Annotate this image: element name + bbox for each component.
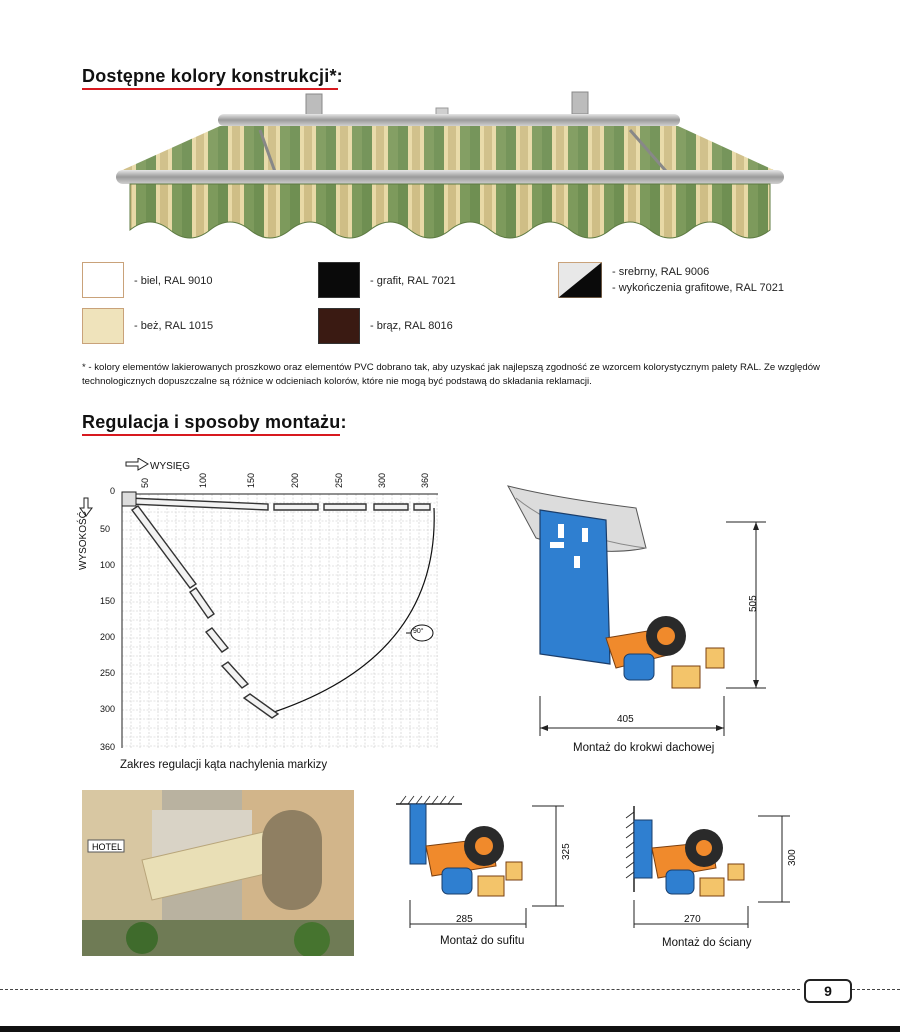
swatch-label-silver: - srebrny, RAL 9006 [612,266,710,278]
swatch-beige [82,308,124,344]
footer-dashed-line [0,989,800,990]
page-number: 9 [804,979,852,1003]
x-tick-label: 200 [290,472,300,488]
wall-mount-drawing [612,802,812,942]
rafter-mount-drawing [496,478,786,738]
y-tick-label: 200 [100,632,116,642]
y-tick-label: 50 [100,524,111,534]
axis-label-height: WYSOKOŚĆ [78,511,89,570]
y-tick-label: 250 [100,668,116,678]
footer-dashed-line-right [852,989,900,990]
rafter-width-dim: 405 [617,714,634,725]
adjustment-diagram [78,458,444,758]
ceiling-caption: Montaż do sufitu [440,935,525,947]
swatch-label-beige: - beż, RAL 1015 [134,320,214,332]
rafter-height-dim: 505 [748,595,759,612]
swatch-graphite [318,262,360,298]
x-tick-label: 50 [140,477,150,488]
swatch-white [82,262,124,298]
hotel-sign: HOTEL [92,842,123,852]
wall-caption: Montaż do ściany [662,937,752,949]
swatch-brown [318,308,360,344]
x-tick-label: 360 [420,472,430,488]
y-tick-label: 100 [100,560,116,570]
swatch-label-graphite: - grafit, RAL 7021 [370,275,456,287]
color-disclaimer: * - kolory elementów lakierowanych proszkowo oraz elementów PVC dobrano tak, aby uzyskać jak najlepszą zgodność ze wzorcem kolorystycznym palety RAL. Ze względów technologicznych dopuszczalne są różnice w odcieniach kolorów, które nie mogą być podstawą do składania reklamacji. [82,362,820,387]
wall-height-dim: 300 [787,849,798,866]
diagram-caption: Zakres regulacji kąta nachylenia markizy [120,759,328,771]
swatch-label-brown: - brąz, RAL 8016 [370,320,453,332]
title-underline-2 [82,434,340,436]
bottom-bar [0,1026,900,1032]
y-tick-label: 300 [100,704,116,714]
rafter-caption: Montaż do krokwi dachowej [573,742,715,754]
ceiling-mount-drawing [392,790,592,940]
awning-illustration [110,90,790,250]
swatch-silver [558,262,602,298]
ceiling-width-dim: 285 [456,914,473,925]
x-tick-label: 300 [377,472,387,488]
swatch-label-white: - biel, RAL 9010 [134,275,213,287]
wall-width-dim: 270 [684,914,701,925]
section-title-mounting: Regulacja i sposoby montażu: [82,412,347,432]
x-tick-label: 250 [334,472,344,488]
x-tick-label: 150 [246,472,256,488]
y-tick-label: 360 [100,742,116,752]
section-title-colors: Dostępne kolory konstrukcji*: [82,66,343,86]
swatch-label-silver-finish: - wykończenia grafitowe, RAL 7021 [612,282,785,294]
y-tick-label: 0 [110,486,116,496]
y-tick-label: 150 [100,596,116,606]
ceiling-height-dim: 325 [561,843,572,860]
x-tick-label: 100 [198,472,208,488]
angle-label: 90° [413,628,424,635]
street-awning-photo [82,790,354,956]
axis-label-reach: WYSIĘG [150,461,191,472]
